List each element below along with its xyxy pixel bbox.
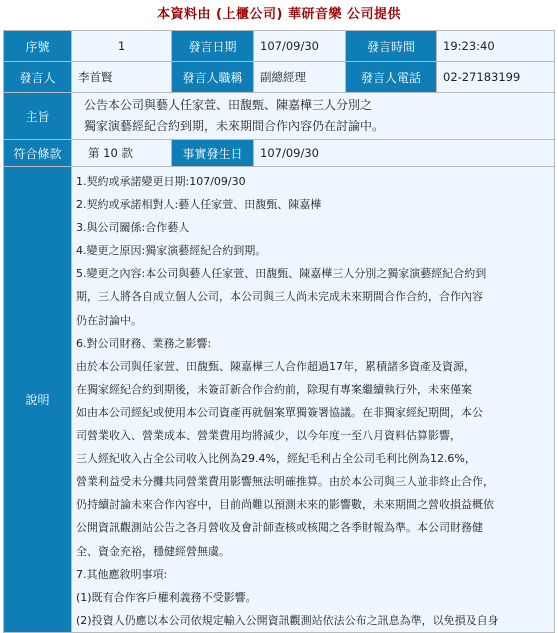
description-label: 說明 bbox=[4, 167, 72, 633]
seq-label: 序號 bbox=[4, 31, 72, 62]
description-line: 三人經紀收入占全公司收入比例為29.4%，經紀毛利占全公司毛利比例為12.6%， bbox=[76, 452, 476, 466]
event-date-value: 107/09/30 bbox=[254, 140, 555, 167]
subject-line-1: 公告本公司與藝人任家萱、田馥甄、陳嘉樺三人分別之 bbox=[84, 98, 373, 112]
row-sequence bbox=[4, 31, 555, 62]
description-line: 公開資訊觀測站公告之各月營收及會計師查核或核閱之各季財報為準。本公司財務健 bbox=[76, 521, 483, 535]
time-label: 發言時間 bbox=[346, 31, 437, 62]
speaker-value: 李首賢 bbox=[72, 62, 172, 93]
row-speaker bbox=[4, 62, 555, 93]
row-clause bbox=[4, 140, 555, 167]
speaker-title-label: 發言人職稱 bbox=[172, 62, 254, 93]
time-value: 19:23:40 bbox=[437, 31, 555, 62]
speaker-title-value: 副總經理 bbox=[254, 62, 346, 93]
subject-value bbox=[72, 93, 555, 140]
date-value: 107/09/30 bbox=[254, 31, 346, 62]
description-line: 由於本公司與任家萱、田馥甄、陳嘉樺三人合作超過17年，累積諸多資產及資源， bbox=[76, 359, 475, 373]
description-line: 仍在討論中。 bbox=[76, 313, 142, 327]
description-line: 7.其他應敘明事項: bbox=[76, 567, 168, 581]
event-date-label: 事實發生日 bbox=[172, 140, 254, 167]
description-line: 6.對公司財務、業務之影響: bbox=[76, 336, 212, 350]
clause-label: 符合條款 bbox=[4, 140, 72, 167]
description-line: 1.契約或承諾變更日期:107/09/30 bbox=[76, 175, 246, 188]
subject-line-2: 獨家演藝經紀合約到期，未來期間合作內容仍在討論中。 bbox=[84, 119, 385, 133]
clause-value: 第 10 款 bbox=[72, 140, 172, 167]
description-line: 全、資金充裕，穩健經營無虞。 bbox=[76, 544, 230, 558]
seq-value: 1 bbox=[72, 31, 172, 62]
date-label: 發言日期 bbox=[172, 31, 254, 62]
description-line: 4.變更之原因:獨家演藝經紀合約到期。 bbox=[76, 244, 267, 258]
description-line: 仍持續討論未來合作內容中，目前尚難以預測未來的影響數，未來期間之營收損益概依 bbox=[76, 498, 494, 512]
description-line: 2.契約或承諾相對人:藝人任家萱、田馥甄、陳嘉樺 bbox=[76, 198, 322, 212]
description-line: 營業利益受未分攤共同營業費用影響無法明確推算。由於本公司與三人並非終止合作， bbox=[76, 475, 494, 489]
row-subject bbox=[4, 93, 555, 140]
description-line: 如由本公司經紀或使用本公司資產再就個案單獨簽署協議。在非獨家經紀期間，本公 bbox=[76, 405, 483, 419]
description-line: (1)既有合作客戶權利義務不受影響。 bbox=[76, 590, 257, 604]
row-description bbox=[4, 167, 555, 633]
description-line: 5.變更之內容:本公司與藝人任家萱、田馥甄、陳嘉樺三人分別之獨家演藝經紀合約到 bbox=[76, 267, 487, 281]
description-value bbox=[72, 167, 555, 633]
page-title: 本資料由 (上櫃公司) 華研音樂 公司提供 bbox=[157, 7, 401, 22]
description-line: 3.與公司關係:合作藝人 bbox=[76, 221, 190, 235]
subject-label: 主旨 bbox=[4, 93, 72, 140]
description-line: 在獨家經紀合約到期後，未簽訂新合作合約前，除現有專案繼續執行外，未來僅案 bbox=[76, 382, 472, 396]
speaker-label: 發言人 bbox=[4, 62, 72, 93]
description-line: (2)投資人仍應以本公司依規定輸入公開資訊觀測站依法公布之訊息為準，以免損及自身 bbox=[76, 613, 499, 627]
description-line: 期，三人將各自成立個人公司，本公司與三人尚未完成未來期間合作合約，合作內容 bbox=[76, 290, 483, 304]
phone-label: 發言人電話 bbox=[346, 62, 437, 93]
description-line: 司營業收入、營業成本、營業費用均將減少，以今年度一至八月資料估算影響， bbox=[76, 429, 461, 443]
announcement-table bbox=[3, 30, 555, 633]
phone-value: 02-27183199 bbox=[437, 62, 555, 93]
